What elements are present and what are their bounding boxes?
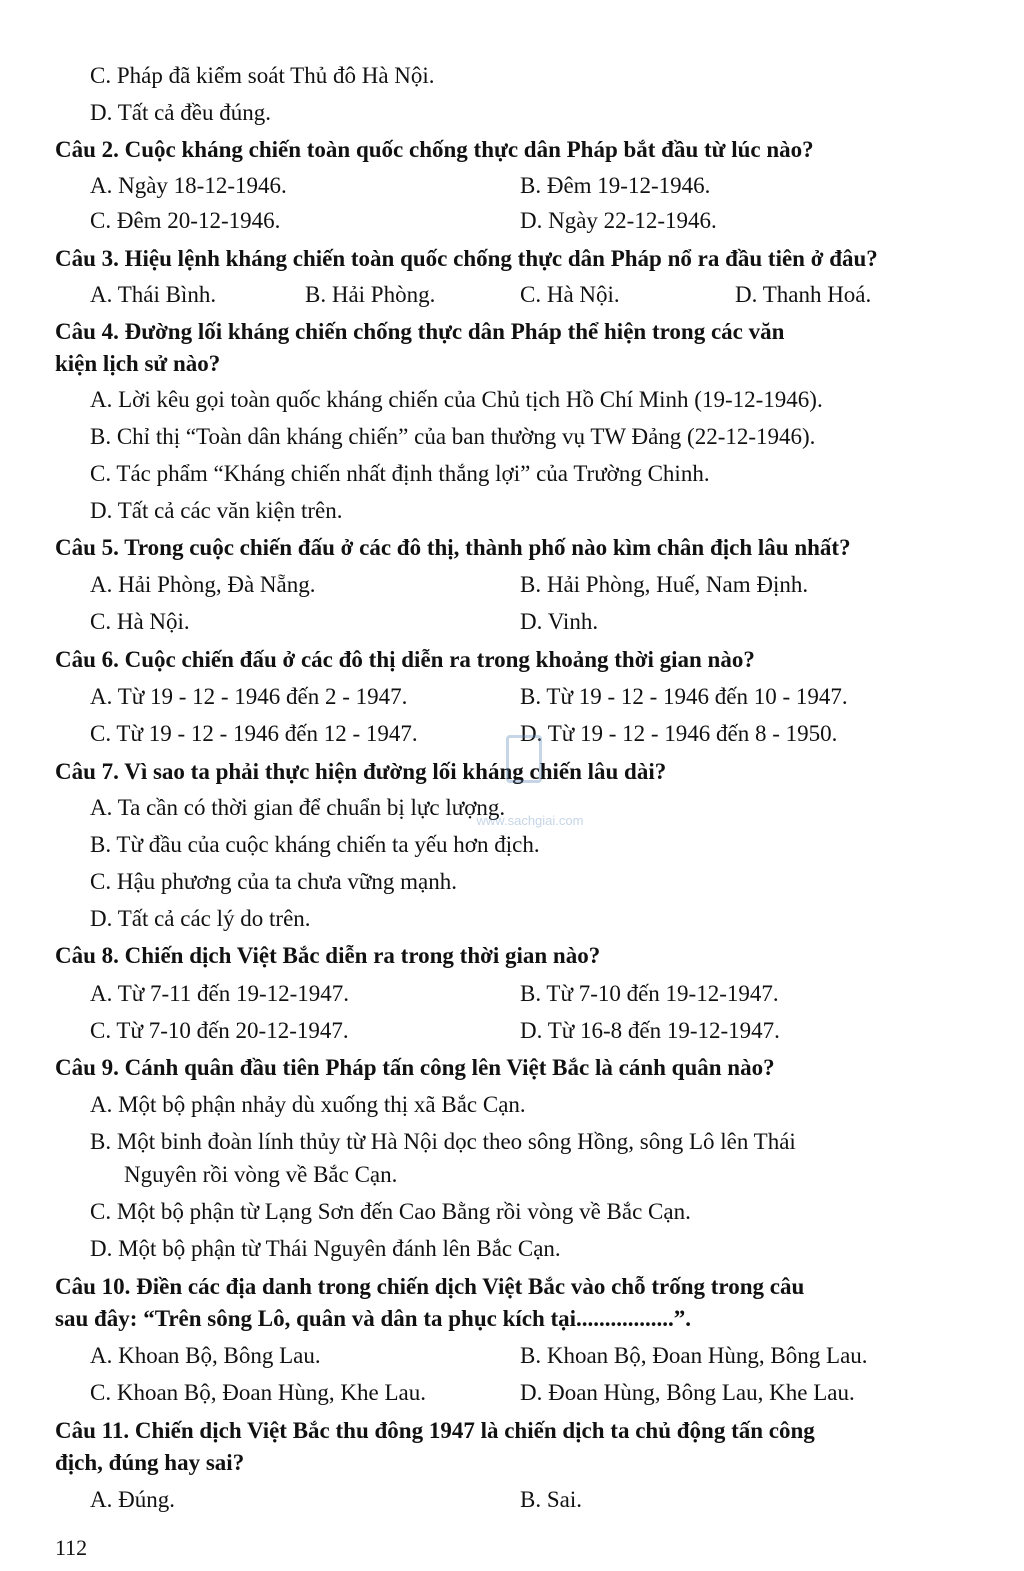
- answer-option: C. Từ 7-10 đến 20-12-1947.: [90, 1018, 349, 1043]
- answer-option: B. Từ đầu của cuộc kháng chiến ta yếu hơn địch.: [90, 832, 540, 857]
- answer-option: C. Từ 19 - 12 - 1946 đến 12 - 1947.: [90, 721, 418, 746]
- question-text: Câu 4. Đường lối kháng chiến chống thực dân Pháp thể hiện trong các văn: [55, 319, 785, 344]
- question-text: Câu 11. Chiến dịch Việt Bắc thu đông 1947 là chiến dịch ta chủ động tấn công: [55, 1418, 815, 1443]
- answer-option: A. Một bộ phận nhảy dù xuống thị xã Bắc Cạn.: [90, 1092, 526, 1117]
- question-text: Câu 3. Hiệu lệnh kháng chiến toàn quốc chống thực dân Pháp nổ ra đầu tiên ở đâu?: [55, 246, 878, 271]
- question-text: Câu 6. Cuộc chiến đấu ở các đô thị diễn ra trong khoảng thời gian nào?: [55, 647, 755, 672]
- question-text: Câu 2. Cuộc kháng chiến toàn quốc chống thực dân Pháp bắt đầu từ lúc nào?: [55, 137, 814, 162]
- answer-option: D. Ngày 22-12-1946.: [520, 208, 717, 233]
- answer-option: C. Hà Nội.: [90, 609, 190, 634]
- answer-option: D. Thanh Hoá.: [735, 282, 872, 307]
- answer-option: D. Vinh.: [520, 609, 599, 634]
- answer-option: B. Từ 19 - 12 - 1946 đến 10 - 1947.: [520, 684, 848, 709]
- answer-option: B. Từ 7-10 đến 19-12-1947.: [520, 981, 779, 1006]
- question-text: kiện lịch sử nào?: [55, 351, 221, 376]
- answer-option: C. Tác phẩm “Kháng chiến nhất định thắng lợi” của Trường Chinh.: [90, 461, 710, 486]
- answer-option: B. Khoan Bộ, Đoan Hùng, Bông Lau.: [520, 1343, 868, 1368]
- answer-option: C. Pháp đã kiểm soát Thủ đô Hà Nội.: [90, 63, 435, 88]
- answer-option: A. Từ 19 - 12 - 1946 đến 2 - 1947.: [90, 684, 408, 709]
- answer-option: C. Hà Nội.: [520, 282, 620, 307]
- watermark-site: www.sachgiai.com: [476, 813, 584, 828]
- answer-option: C. Khoan Bộ, Đoan Hùng, Khe Lau.: [90, 1380, 427, 1405]
- answer-option: A. Hải Phòng, Đà Nẵng.: [90, 572, 316, 597]
- question-text: Câu 7. Vì sao ta phải thực hiện đường lối kháng chiến lâu dài?: [55, 759, 667, 784]
- question-text: Câu 10. Điền các địa danh trong chiến dịch Việt Bắc vào chỗ trống trong câu: [55, 1274, 805, 1299]
- answer-option: Nguyên rồi vòng về Bắc Cạn.: [124, 1162, 398, 1187]
- question-text: Câu 8. Chiến dịch Việt Bắc diễn ra trong thời gian nào?: [55, 943, 601, 968]
- answer-option: D. Từ 19 - 12 - 1946 đến 8 - 1950.: [520, 721, 838, 746]
- answer-option: B. Hải Phòng, Huế, Nam Định.: [520, 572, 809, 597]
- answer-option: C. Hậu phương của ta chưa vững mạnh.: [90, 869, 458, 894]
- answer-option: B. Chỉ thị “Toàn dân kháng chiến” của ban thường vụ TW Đảng (22-12-1946).: [90, 424, 816, 449]
- answer-option: D. Tất cả các lý do trên.: [90, 906, 311, 931]
- answer-option: A. Lời kêu gọi toàn quốc kháng chiến của Chủ tịch Hồ Chí Minh (19-12-1946).: [90, 387, 823, 412]
- answer-option: A. Đúng.: [90, 1487, 175, 1512]
- question-text: Câu 9. Cánh quân đầu tiên Pháp tấn công lên Việt Bắc là cánh quân nào?: [55, 1055, 775, 1080]
- answer-option: A. Khoan Bộ, Bông Lau.: [90, 1343, 321, 1368]
- answer-option: B. Sai.: [520, 1487, 582, 1512]
- question-text: Câu 5. Trong cuộc chiến đấu ở các đô thị, thành phố nào kìm chân địch lâu nhất?: [55, 535, 851, 560]
- question-text: địch, đúng hay sai?: [55, 1450, 245, 1475]
- answer-option: D. Đoan Hùng, Bông Lau, Khe Lau.: [520, 1380, 855, 1405]
- answer-option: A. Ngày 18-12-1946.: [90, 173, 287, 198]
- answer-option: C. Đêm 20-12-1946.: [90, 208, 281, 233]
- answer-option: B. Đêm 19-12-1946.: [520, 173, 711, 198]
- answer-option: B. Hải Phòng.: [305, 282, 436, 307]
- question-text: sau đây: “Trên sông Lô, quân và dân ta phục kích tại.................”.: [55, 1306, 692, 1331]
- answer-option: D. Từ 16-8 đến 19-12-1947.: [520, 1018, 780, 1043]
- answer-option: C. Một bộ phận từ Lạng Sơn đến Cao Bằng rồi vòng về Bắc Cạn.: [90, 1199, 691, 1224]
- answer-option: D. Tất cả các văn kiện trên.: [90, 498, 343, 523]
- answer-option: D. Tất cả đều đúng.: [90, 100, 271, 125]
- answer-option: A. Ta cần có thời gian để chuẩn bị lực lượng.: [90, 795, 506, 820]
- answer-option: A. Thái Bình.: [90, 282, 217, 307]
- answer-option: D. Một bộ phận từ Thái Nguyên đánh lên Bắc Cạn.: [90, 1236, 561, 1261]
- answer-option: A. Từ 7-11 đến 19-12-1947.: [90, 981, 350, 1006]
- page-number: 112: [55, 1535, 88, 1560]
- answer-option: B. Một binh đoàn lính thủy từ Hà Nội dọc theo sông Hồng, sông Lô lên Thái: [90, 1129, 796, 1154]
